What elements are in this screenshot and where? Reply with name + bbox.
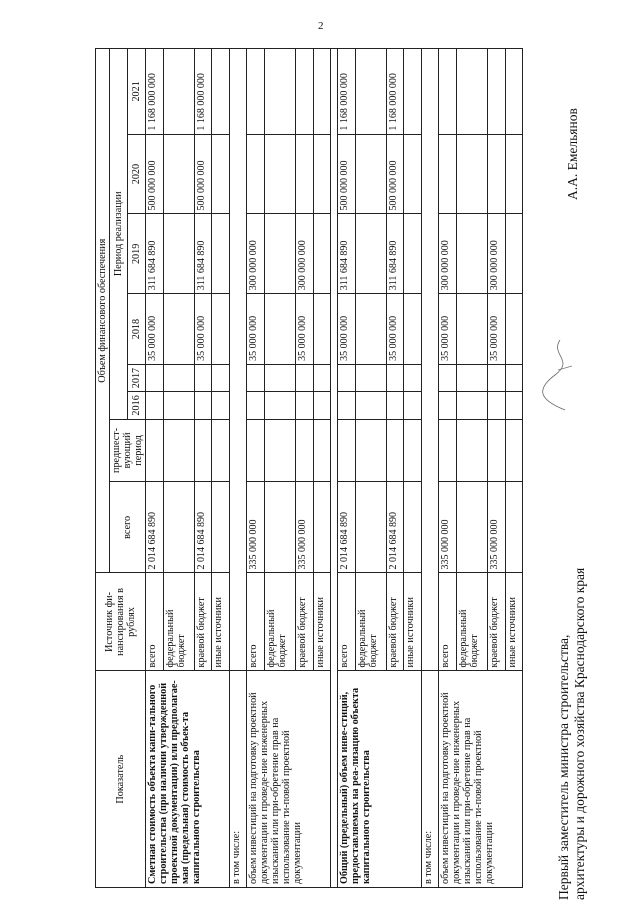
source-cell: иные источники [404, 573, 422, 671]
value-cell-y2021: 1 168 000 000 [338, 49, 356, 135]
source-cell: краевой бюджет [386, 573, 404, 671]
table-viewport [95, 48, 518, 888]
page-number: 2 [318, 20, 324, 32]
value-cell-y2020 [439, 134, 457, 214]
signature-mark [520, 330, 600, 420]
signer-name: А.А. Емельянов [565, 108, 580, 200]
value-cell-y2018 [212, 294, 230, 365]
header-total: всего [110, 482, 146, 573]
header-funding: Объем финансового обеспечения [96, 49, 110, 573]
value-cell-y2020: 500 000 000 [386, 134, 404, 214]
header-year: 2016 [128, 392, 146, 419]
value-cell-y2019 [355, 214, 386, 294]
value-cell-total: 2 014 684 890 [194, 482, 212, 573]
source-cell: федеральный бюджет [355, 573, 386, 671]
value-cell-y2017 [264, 364, 295, 391]
value-cell-y2017 [386, 364, 404, 391]
footer [512, 460, 622, 900]
value-cell-y2019 [456, 214, 487, 294]
value-cell-y2016 [355, 392, 386, 419]
source-cell: иные источники [505, 573, 523, 671]
financing-table-rotated [95, 48, 518, 888]
value-cell-y2020 [247, 134, 265, 214]
value-cell-y2018 [404, 294, 422, 365]
value-cell-y2016 [313, 392, 331, 419]
value-cell-y2017 [313, 364, 331, 391]
value-cell-y2021 [163, 49, 194, 135]
value-cell-y2016 [163, 392, 194, 419]
value-cell-y2020 [404, 134, 422, 214]
value-cell-y2019: 300 000 000 [296, 214, 314, 294]
value-cell-total: 335 000 000 [296, 482, 314, 573]
value-cell-y2021 [488, 49, 506, 135]
value-cell-total [355, 482, 386, 573]
value-cell-y2016 [264, 392, 295, 419]
value-cell-y2017 [146, 364, 164, 391]
value-cell-prev [488, 419, 506, 482]
value-cell-y2017 [355, 364, 386, 391]
value-cell-y2020 [264, 134, 295, 214]
value-cell-total [313, 482, 331, 573]
value-cell-total [264, 482, 295, 573]
value-cell-y2019: 311 684 890 [194, 214, 212, 294]
source-cell: всего [439, 573, 457, 671]
value-cell-y2019 [313, 214, 331, 294]
value-cell-y2019 [163, 214, 194, 294]
value-cell-y2019 [212, 214, 230, 294]
value-cell-prev [146, 419, 164, 482]
value-cell-prev [439, 419, 457, 482]
value-cell-y2020: 500 000 000 [338, 134, 356, 214]
intro-row [421, 49, 439, 888]
intro-text: в том числе: [421, 671, 439, 888]
value-cell-total [404, 482, 422, 573]
value-cell-y2018: 35 000 000 [146, 294, 164, 365]
value-cell-y2018 [355, 294, 386, 365]
value-cell-y2016 [247, 392, 265, 419]
value-cell-y2019: 300 000 000 [488, 214, 506, 294]
value-cell-y2021 [247, 49, 265, 135]
value-cell-prev [296, 419, 314, 482]
value-cell-total: 2 014 684 890 [338, 482, 356, 573]
header-year: 2017 [128, 364, 146, 391]
value-cell-y2021 [212, 49, 230, 135]
value-cell-y2020 [296, 134, 314, 214]
value-cell-y2019 [404, 214, 422, 294]
value-cell-y2017 [212, 364, 230, 391]
value-cell-prev [247, 419, 265, 482]
indicator-cell: Сметная стоимость объекта капи-тального строительства (при наличии утвержденной проектной документации) или предполагае-мая (предельная) стоимость объек-та капитального строительства [146, 671, 230, 888]
value-cell-y2016 [404, 392, 422, 419]
value-cell-total: 2 014 684 890 [146, 482, 164, 573]
value-cell-y2021 [296, 49, 314, 135]
value-cell-prev [386, 419, 404, 482]
value-cell-y2017 [163, 364, 194, 391]
value-cell-y2016 [386, 392, 404, 419]
value-cell-y2018 [456, 294, 487, 365]
header-source: Источник фи-нансирования в рублях [96, 573, 146, 671]
header-year: 2021 [128, 49, 146, 135]
value-cell-total: 335 000 000 [439, 482, 457, 573]
header-year: 2019 [128, 214, 146, 294]
value-cell-y2021 [505, 49, 523, 135]
value-cell-y2016 [338, 392, 356, 419]
value-cell-y2021 [456, 49, 487, 135]
value-cell-y2021 [264, 49, 295, 135]
value-cell-y2017 [296, 364, 314, 391]
value-cell-prev [355, 419, 386, 482]
value-cell-total: 2 014 684 890 [386, 482, 404, 573]
value-cell-total: 335 000 000 [247, 482, 265, 573]
value-cell-total [163, 482, 194, 573]
value-cell-y2019: 311 684 890 [338, 214, 356, 294]
value-cell-y2017 [488, 364, 506, 391]
value-cell-y2016 [146, 392, 164, 419]
value-cell-y2020 [488, 134, 506, 214]
table-row [338, 49, 356, 888]
spacer-row [331, 49, 338, 888]
source-cell: иные источники [212, 573, 230, 671]
value-cell-y2018: 35 000 000 [338, 294, 356, 365]
value-cell-y2020 [163, 134, 194, 214]
value-cell-y2021: 1 168 000 000 [386, 49, 404, 135]
value-cell-y2020 [212, 134, 230, 214]
value-cell-total: 335 000 000 [488, 482, 506, 573]
value-cell-y2016 [488, 392, 506, 419]
value-cell-y2021: 1 168 000 000 [146, 49, 164, 135]
table-row [247, 49, 265, 888]
value-cell-y2016 [296, 392, 314, 419]
value-cell-y2021 [439, 49, 457, 135]
header-period: Период реализации [110, 49, 128, 420]
value-cell-y2019 [264, 214, 295, 294]
source-cell: краевой бюджет [194, 573, 212, 671]
header-year: 2020 [128, 134, 146, 214]
value-cell-y2017 [404, 364, 422, 391]
value-cell-y2020 [505, 134, 523, 214]
header-previous: предшест-вующий период [110, 419, 146, 482]
value-cell-y2016 [439, 392, 457, 419]
indicator-cell: объем инвестиций на подготовку проектной документации и проведе-ние инженерных изысканий или при-обретение прав на использование ти-повой проектной документации [247, 671, 331, 888]
source-cell: федеральный бюджет [163, 573, 194, 671]
value-cell-y2017 [247, 364, 265, 391]
value-cell-y2018: 35 000 000 [439, 294, 457, 365]
value-cell-y2019 [505, 214, 523, 294]
value-cell-total [456, 482, 487, 573]
intro-text: в том числе: [229, 671, 247, 888]
value-cell-prev [163, 419, 194, 482]
value-cell-y2021 [355, 49, 386, 135]
value-cell-y2020: 500 000 000 [194, 134, 212, 214]
footer-position-line1: Первый заместитель министра строительства, [556, 634, 571, 900]
header-indicator: Показатель [96, 671, 146, 888]
value-cell-y2019: 311 684 890 [146, 214, 164, 294]
financing-table [95, 48, 523, 888]
value-cell-y2019: 311 684 890 [386, 214, 404, 294]
value-cell-y2020 [355, 134, 386, 214]
value-cell-prev [194, 419, 212, 482]
source-cell: федеральный бюджет [456, 573, 487, 671]
value-cell-y2018: 35 000 000 [296, 294, 314, 365]
value-cell-y2017 [439, 364, 457, 391]
value-cell-y2021 [404, 49, 422, 135]
intro-empty [421, 49, 439, 671]
value-cell-y2021 [313, 49, 331, 135]
value-cell-y2018 [313, 294, 331, 365]
value-cell-y2020 [313, 134, 331, 214]
value-cell-y2018 [163, 294, 194, 365]
intro-empty [229, 49, 247, 671]
source-cell: иные источники [313, 573, 331, 671]
value-cell-prev [212, 419, 230, 482]
value-cell-y2021: 1 168 000 000 [194, 49, 212, 135]
spacer-cell [331, 49, 338, 888]
source-cell: краевой бюджет [296, 573, 314, 671]
header-year: 2018 [128, 294, 146, 365]
value-cell-y2018: 35 000 000 [194, 294, 212, 365]
value-cell-prev [264, 419, 295, 482]
value-cell-prev [313, 419, 331, 482]
value-cell-prev [338, 419, 356, 482]
value-cell-y2017 [338, 364, 356, 391]
value-cell-y2017 [456, 364, 487, 391]
value-cell-y2020 [456, 134, 487, 214]
indicator-cell: Общий (предельный) объем инве-стиций, предоставляемых на реа-лизацию объекта капитального строительства [338, 671, 422, 888]
value-cell-total [212, 482, 230, 573]
value-cell-y2016 [194, 392, 212, 419]
source-cell: краевой бюджет [488, 573, 506, 671]
value-cell-y2016 [212, 392, 230, 419]
footer-position-line2: архитектуры и дорожного хозяйства Краснодарского края [572, 567, 587, 900]
source-cell: всего [146, 573, 164, 671]
source-cell: всего [247, 573, 265, 671]
intro-row [229, 49, 247, 888]
indicator-cell: объем инвестиций на подготовку проектной документации и проведе-ние инженерных изысканий или при-обретение прав на использование ти-повой проектной документации [439, 671, 523, 888]
value-cell-y2019: 300 000 000 [247, 214, 265, 294]
value-cell-y2018 [264, 294, 295, 365]
source-cell: всего [338, 573, 356, 671]
value-cell-prev [456, 419, 487, 482]
value-cell-y2016 [456, 392, 487, 419]
value-cell-y2018: 35 000 000 [247, 294, 265, 365]
source-cell: федеральный бюджет [264, 573, 295, 671]
value-cell-y2018: 35 000 000 [386, 294, 404, 365]
value-cell-y2020: 500 000 000 [146, 134, 164, 214]
table-row [439, 49, 457, 888]
value-cell-prev [404, 419, 422, 482]
value-cell-y2019: 300 000 000 [439, 214, 457, 294]
value-cell-y2017 [194, 364, 212, 391]
value-cell-y2018: 35 000 000 [488, 294, 506, 365]
table-row [146, 49, 164, 888]
